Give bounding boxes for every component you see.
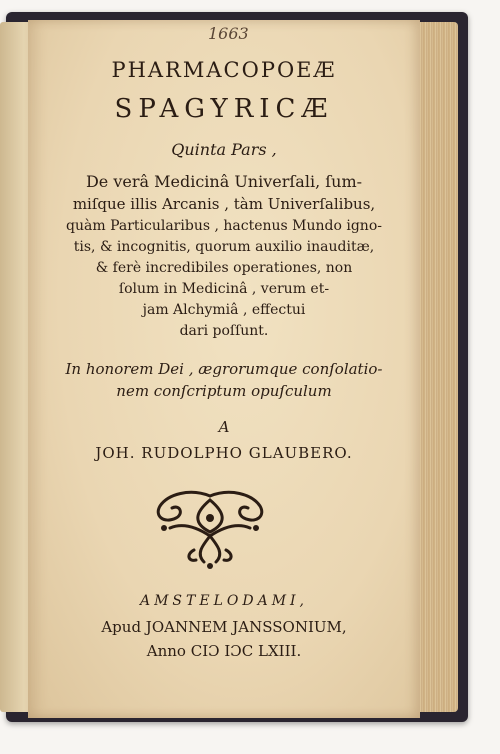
dedication-line: In honorem Dei , ægrorumque conſolatio-	[65, 360, 383, 378]
part-label: Quinta Pars ,	[171, 140, 277, 159]
byline: A	[218, 418, 230, 436]
description-line: jam Alchymiâ , effectui	[142, 302, 306, 318]
description-line: miſque illis Arcanis , tàm Univerſalibus,	[72, 195, 376, 213]
imprint-city: AMSTELODAMI,	[139, 593, 309, 609]
description-line: De verâ Medicinâ Univerſali, ſum-	[85, 172, 363, 191]
handwritten-note: 1663	[208, 24, 249, 43]
dedication-line: nem conſcriptum opuſculum	[116, 382, 332, 400]
description-line: & ferè incredibiles operationes, non	[95, 260, 353, 276]
description-line: dari poſſunt.	[179, 323, 269, 339]
description-line: ſolum in Medicinâ , verum et-	[118, 281, 330, 297]
title-line-2: SPAGYRICÆ	[114, 94, 334, 124]
title-line-1: PHARMACOPOEÆ	[111, 58, 337, 82]
imprint-year: Anno CIƆ IƆC LXIII.	[146, 642, 302, 660]
description-line: quàm Particularibus , hactenus Mundo igno-	[66, 218, 382, 234]
title-page	[28, 20, 420, 718]
description-line: tis, & incognitis, quorum auxilio inauditæ,	[73, 239, 375, 255]
author-name: JOH. RUDOLPHO GLAUBERO.	[95, 444, 353, 462]
imprint-publisher: Apud JOANNEM JANSSONIUM,	[101, 618, 347, 636]
printer-ornament	[150, 488, 270, 570]
